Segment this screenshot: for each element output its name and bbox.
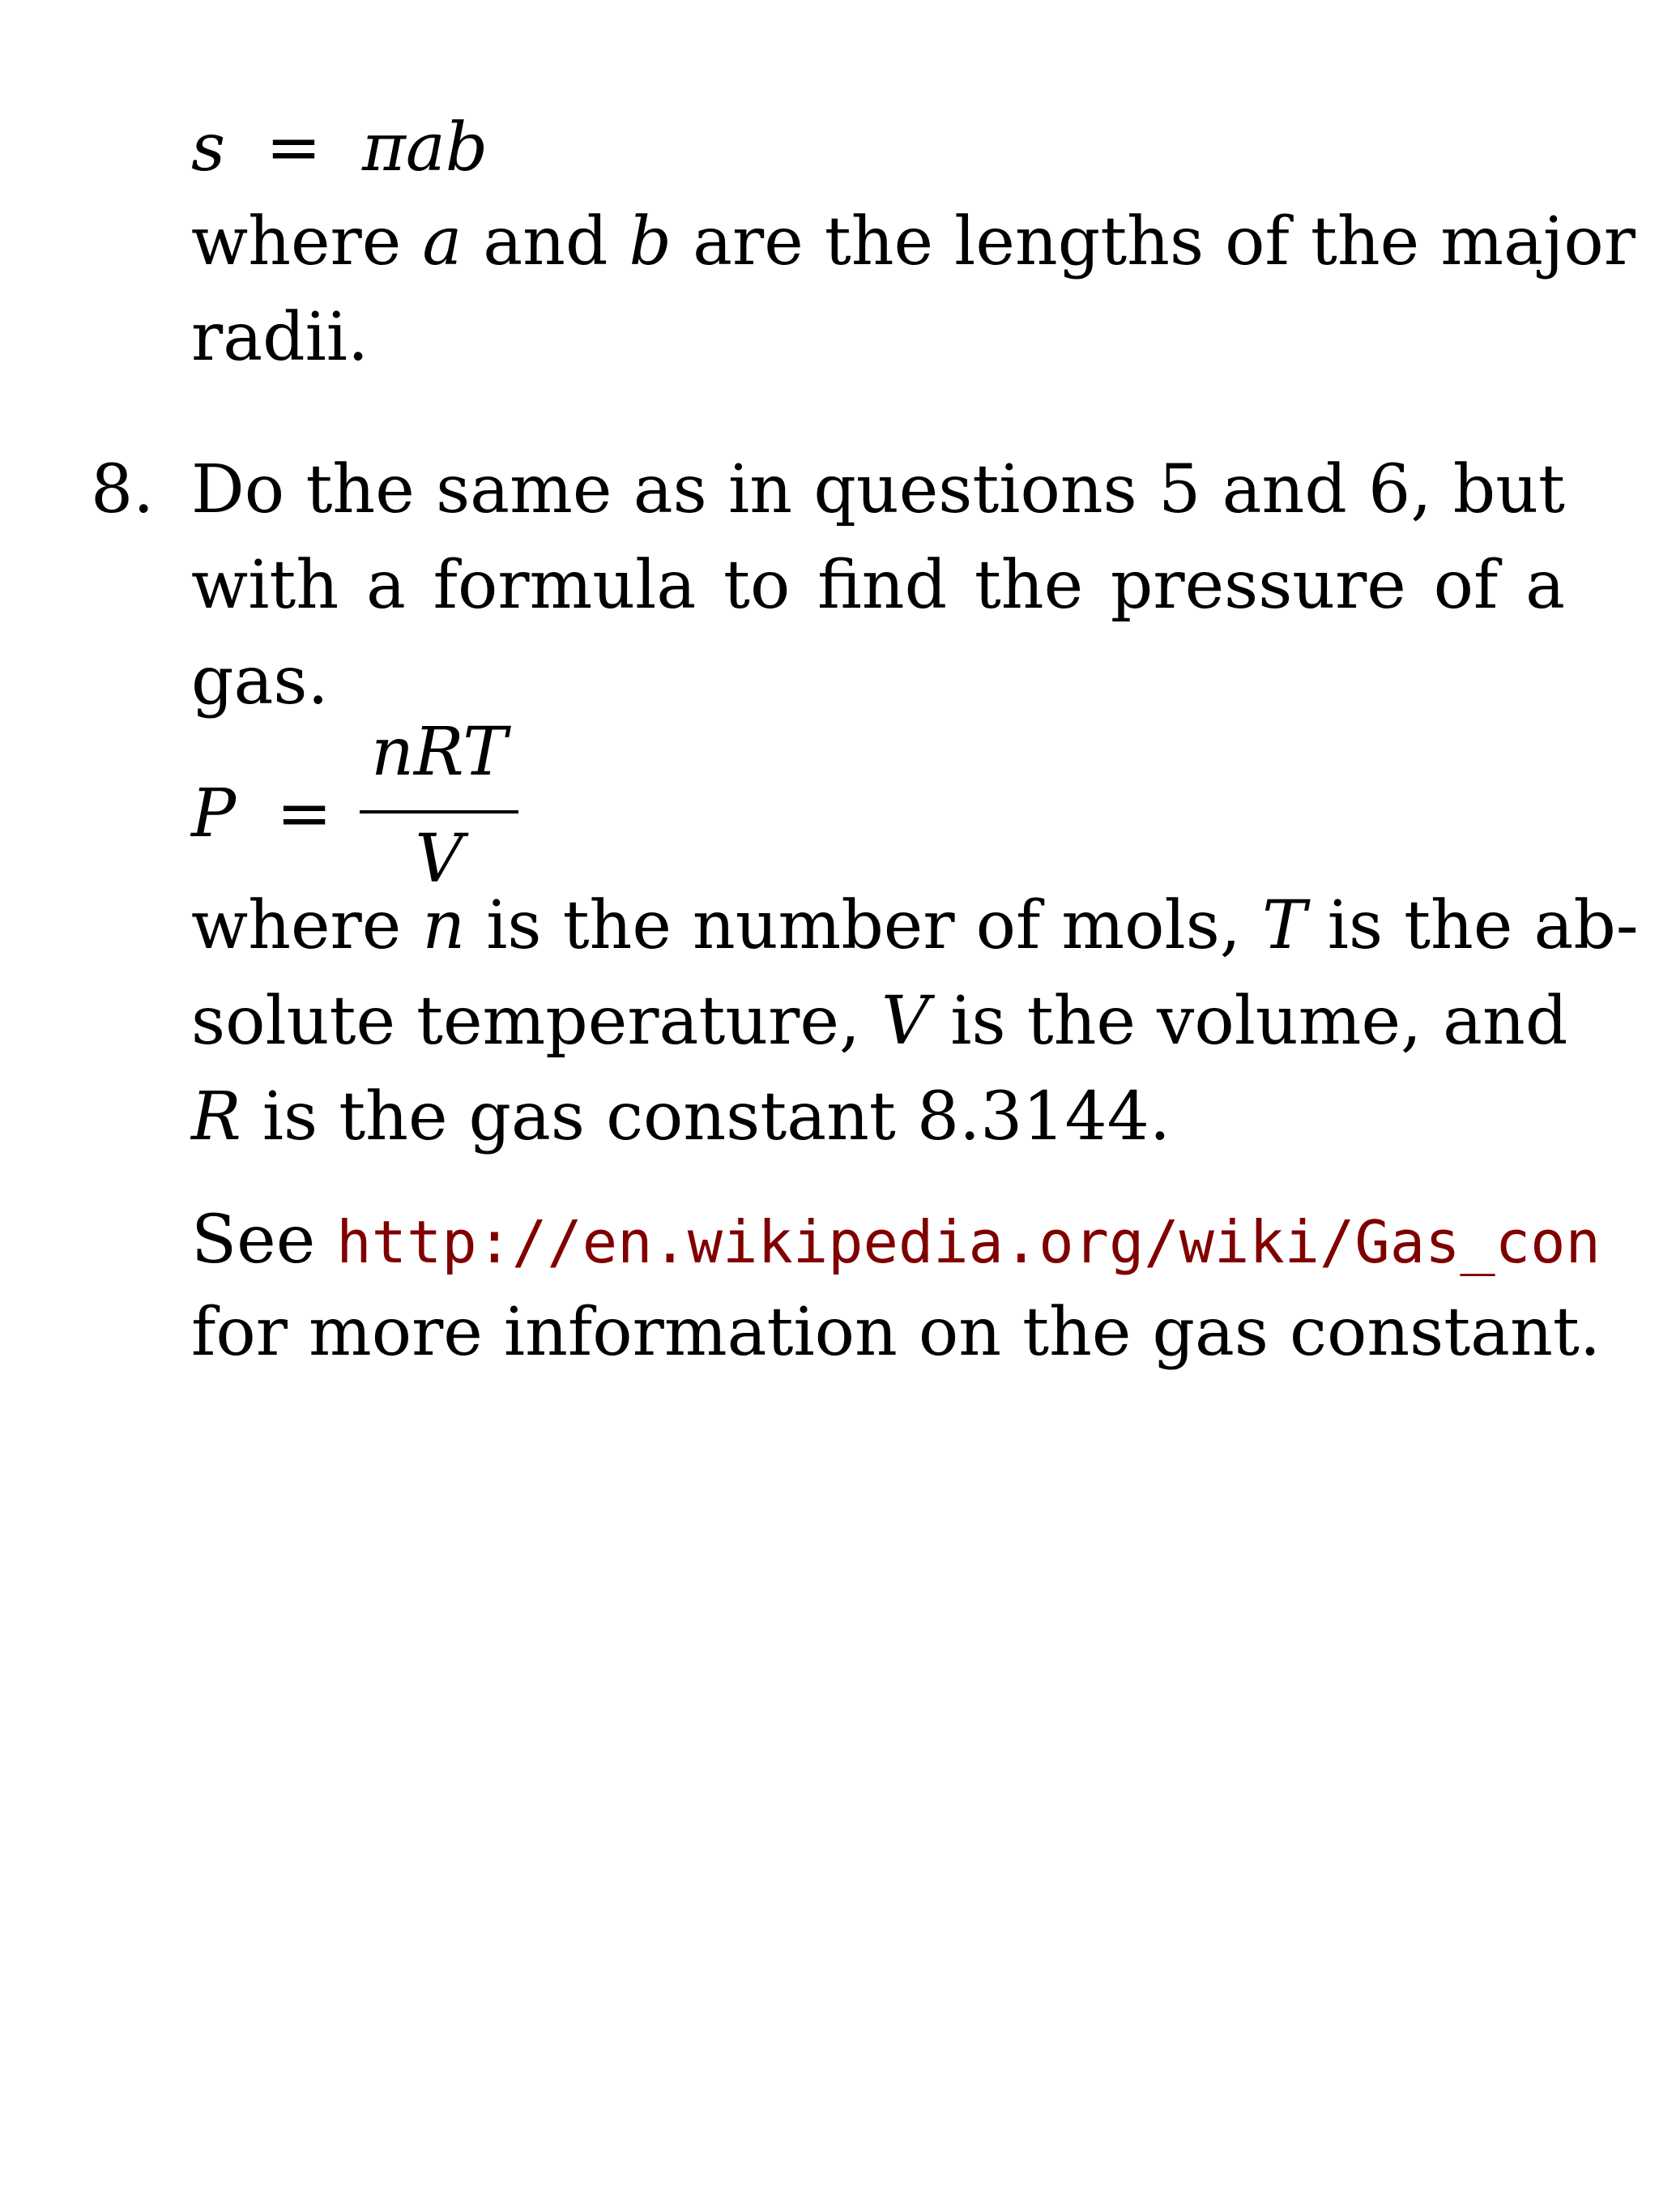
var-n: n [422,887,466,964]
see-also-line-1: See http://en.wikipedia.org/wiki/Gas_con [191,1202,1601,1279]
fraction-bar [360,810,518,813]
item8-line-3: gas. [191,643,329,720]
area-formula [191,109,488,186]
area-formula-lhs: s [191,109,226,186]
pressure-description-line-3: R is the gas constant 8.3144. [191,1078,1171,1155]
see-also-line-2: for more information on the gas constant. [191,1294,1601,1371]
var-V: V [881,983,930,1060]
pressure-description-line-2: solute temperature, V is the volume, and [191,983,1568,1060]
fraction-denominator: V [415,821,463,898]
var-b: b [629,203,672,280]
fraction-numerator: nRT [371,714,507,791]
pressure-formula-lhs-group [191,775,332,852]
pressure-formula-lhs: P [191,775,237,852]
area-formula-rhs: πab [361,109,488,186]
item8-line-1: Do the same as in questions 5 and 6, but [191,451,1565,528]
pressure-description-line-1: where n is the number of mols, T is the ab- [191,887,1639,964]
var-a: a [422,203,463,280]
var-T: T [1261,887,1307,964]
var-R: R [191,1078,241,1155]
area-description-line-1: where a and b are the lengths of the major [191,203,1636,280]
item-number: 8. [91,451,155,528]
gas-constant-link[interactable]: http://en.wikipedia.org/wiki/Gas_con [336,1208,1601,1276]
item8-line-2: with a formula to find the pressure of a [191,547,1565,624]
area-description-line-2: radii. [191,299,369,376]
pressure-formula-equals: = [276,775,332,852]
area-formula-equals: = [266,109,322,186]
